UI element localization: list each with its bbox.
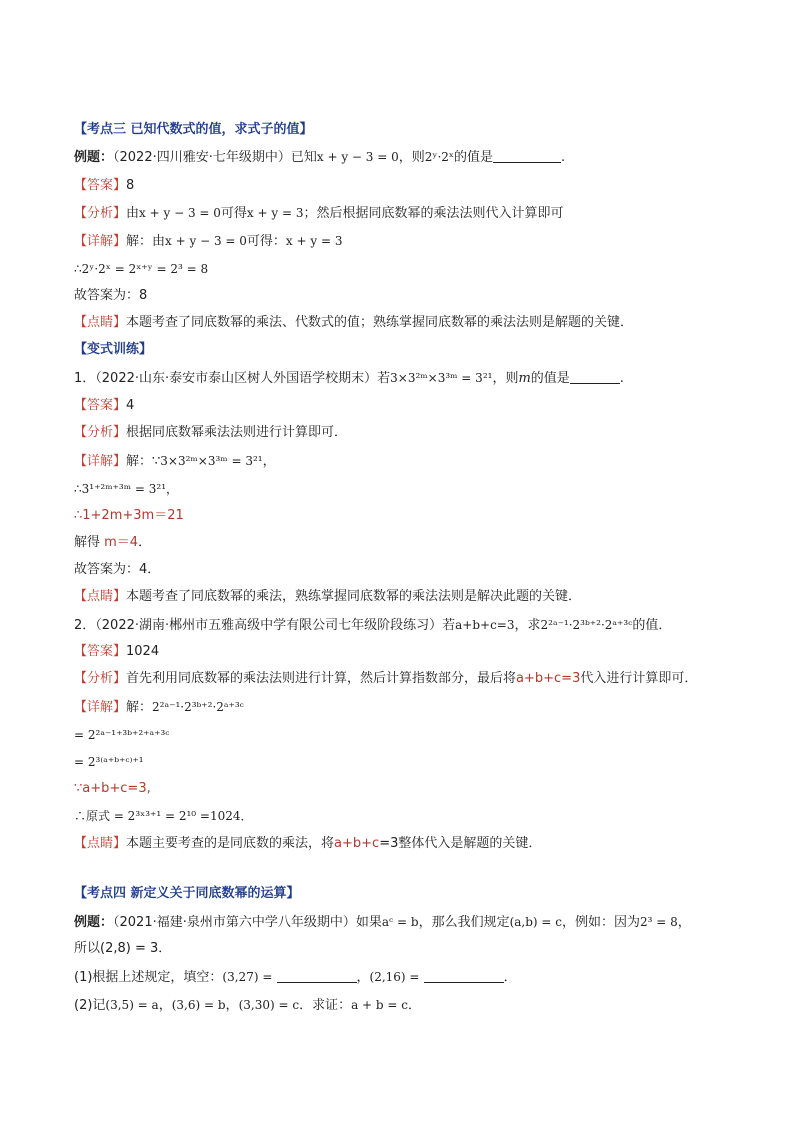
detail-line: 【详解】解：由x + y − 3 = 0可得：x + y = 3	[74, 234, 343, 249]
q1-step-1: ∴3¹⁺²ᵐ⁺³ᵐ = 3²¹，	[74, 482, 179, 496]
q2-step-1: = 2²ᵃ⁻¹⁺³ᵇ⁺²⁺ᵃ⁺³ᶜ	[74, 728, 170, 742]
example-4-part-2: (2)记(3,5) = a，(3,6) = b，(3,30) = c．求证：a + b = c．	[74, 998, 422, 1013]
answer-line: 【答案】8	[74, 178, 135, 193]
q2-analysis: 【分析】首先利用同底数幂的乘法法则进行计算，然后计算指数部分，最后将a+b+c=3代入进行计算即可．	[74, 671, 698, 686]
q1-conclusion: 故答案为：4．	[74, 562, 161, 577]
variation-heading: 【变式训练】	[74, 342, 153, 357]
answer-blank	[277, 970, 357, 983]
q1-comment: 【点睛】本题考查了同底数幂的乘法，熟练掌握同底数幂的乘法法则是解决此题的关键．	[74, 589, 582, 604]
q2-answer: 【答案】1024	[74, 644, 160, 659]
comment-line: 【点睛】本题考查了同底数幂的乘法、代数式的值；熟练掌握同底数幂的乘法法则是解题的关键．	[74, 315, 634, 330]
calculation-line: ∴2ʸ·2ˣ = 2ˣ⁺ʸ = 2³ = 8	[74, 262, 209, 276]
q1-step-2: ∴1+2m+3m＝21	[74, 508, 184, 523]
answer-blank	[424, 970, 504, 983]
q1-detail: 【详解】解：∵3×3²ᵐ×3³ᵐ = 3²¹，	[74, 454, 276, 469]
section-heading-3: 【考点三 已知代数式的值，求式子的值】	[74, 122, 313, 137]
analysis-line: 【分析】由x + y − 3 = 0可得x + y = 3；然后根据同底数幂的乘法法则代入计算即可	[74, 206, 564, 221]
example-question: 例题：（2022·四川雅安·七年级期中）已知x + y − 3 = 0，则2ʸ·2ˣ的值是 .	[74, 150, 566, 165]
conclusion-line: 故答案为：8	[74, 288, 148, 303]
answer-blank	[493, 150, 561, 163]
q1-answer: 【答案】4	[74, 398, 135, 413]
q2-step-2: = 2³⁽ᵃ⁺ᵇ⁺ᶜ⁾⁺¹	[74, 755, 144, 769]
q1-analysis: 【分析】根据同底数幂乘法法则进行计算即可．	[74, 425, 348, 440]
example-4-line-1: 例题：（2021·福建·泉州市第六中学八年级期中）如果aᶜ = b，那么我们规定(a,b) = c，例如：因为2³ = 8，	[74, 915, 691, 930]
q2-step-4: ∴原式 = 2³ˣ³⁺¹ = 2¹⁰ =1024．	[74, 809, 253, 823]
q2-step-3: ∵a+b+c=3,	[74, 781, 151, 796]
question-1: 1．（2022·山东·泰安市泰山区树人外国语学校期末）若3×3²ᵐ×3³ᵐ = 3²¹，则m的值是 .	[74, 371, 624, 386]
q2-detail: 【详解】解：2²ᵃ⁻¹·2³ᵇ⁺²·2ᵃ⁺³ᶜ	[74, 700, 244, 715]
section-heading-4: 【考点四 新定义关于同底数幂的运算】	[74, 886, 300, 901]
example-4-line-2: 所以(2,8) = 3．	[74, 941, 172, 956]
question-2: 2．（2022·湖南·郴州市五雅高级中学有限公司七年级阶段练习）若a+b+c=3，求2²ᵃ⁻¹·2³ᵇ⁺²·2ᵃ⁺³ᶜ的值．	[74, 618, 672, 633]
example-4-part-1: (1)根据上述规定，填空：(3,27) = ，(2,16) = ．	[74, 970, 517, 985]
q2-comment: 【点睛】本题主要考查的是同底数的乘法，将a+b+c=3整体代入是解题的关键．	[74, 836, 542, 851]
q1-step-3: 解得 m＝4．	[74, 535, 152, 550]
answer-blank	[570, 371, 620, 384]
